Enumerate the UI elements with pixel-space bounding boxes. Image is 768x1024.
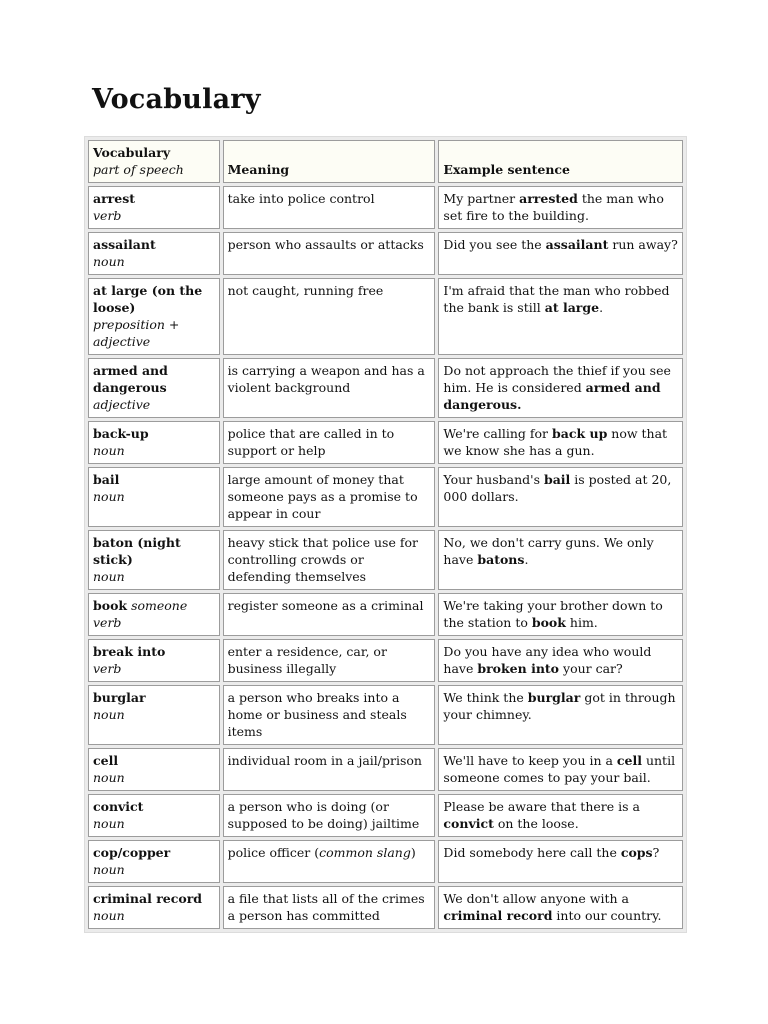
example-cell xyxy=(438,886,683,929)
part-of-speech: noun xyxy=(93,489,125,504)
example-cell xyxy=(438,639,683,682)
example-cell xyxy=(438,840,683,883)
table-row xyxy=(88,467,683,527)
example-cell xyxy=(438,186,683,229)
term-cell xyxy=(88,593,220,636)
meaning-cell xyxy=(223,232,436,275)
part-of-speech: noun xyxy=(93,254,125,269)
example-cell xyxy=(438,530,683,590)
part-of-speech: noun xyxy=(93,862,125,877)
example-text: run away? xyxy=(608,237,678,252)
term-cell xyxy=(88,421,220,464)
example-highlight: at large xyxy=(544,300,600,315)
example-highlight: back up xyxy=(552,426,608,441)
table-row xyxy=(88,232,683,275)
term: cop/copper xyxy=(93,845,171,860)
term-cell xyxy=(88,840,220,883)
part-of-speech: verb xyxy=(93,615,122,630)
table-row xyxy=(88,530,683,590)
part-of-speech: noun xyxy=(93,816,125,831)
example-highlight: criminal record xyxy=(443,908,553,923)
term: back-up xyxy=(93,426,149,441)
meaning-cell xyxy=(223,840,436,883)
table-row xyxy=(88,593,683,636)
example-text: him. xyxy=(565,615,598,630)
example-cell xyxy=(438,358,683,418)
example-text: into our country. xyxy=(552,908,662,923)
part-of-speech: adjective xyxy=(93,397,151,412)
table-row xyxy=(88,639,683,682)
part-of-speech: noun xyxy=(93,443,125,458)
example-cell xyxy=(438,748,683,791)
example-text: until someone comes to pay your bail. xyxy=(443,753,676,785)
example-text: your car? xyxy=(559,661,623,676)
meaning-emphasis: common slang xyxy=(319,845,411,860)
meaning-text: is carrying a weapon and has a violent background xyxy=(227,363,425,395)
meaning-text: police that are called in to support or help xyxy=(227,426,395,458)
term-cell xyxy=(88,186,220,229)
meaning-text: register someone as a criminal xyxy=(227,598,424,613)
table-row xyxy=(88,748,683,791)
table-row xyxy=(88,840,683,883)
meaning-text: take into police control xyxy=(227,191,375,206)
table-row xyxy=(88,278,683,355)
meaning-text: ) xyxy=(410,845,416,860)
example-cell xyxy=(438,794,683,837)
example-text: We think the xyxy=(443,690,528,705)
example-text: . xyxy=(599,300,604,315)
part-of-speech: verb xyxy=(93,208,122,223)
example-highlight: armed and dangerous. xyxy=(443,380,661,412)
example-text: We don't allow anyone with a xyxy=(443,891,629,906)
part-of-speech: verb xyxy=(93,661,122,676)
example-highlight: cell xyxy=(616,753,642,768)
example-text: Do not approach the thief if you see him. He is considered xyxy=(443,363,671,395)
table-row xyxy=(88,421,683,464)
term: convict xyxy=(93,799,144,814)
table-body xyxy=(88,186,683,929)
term: book xyxy=(93,598,128,613)
meaning-cell xyxy=(223,593,436,636)
part-of-speech: preposition + adjective xyxy=(93,317,180,349)
example-highlight: bail xyxy=(543,472,571,487)
term: criminal record xyxy=(93,891,203,906)
meaning-text: a person who is doing (or supposed to be doing) jailtime xyxy=(227,799,420,831)
example-cell xyxy=(438,593,683,636)
example-highlight: cops xyxy=(620,845,653,860)
meaning-cell xyxy=(223,467,436,527)
meaning-cell xyxy=(223,358,436,418)
term: burglar xyxy=(93,690,146,705)
meaning-cell xyxy=(223,421,436,464)
meaning-text: enter a residence, car, or business illegally xyxy=(227,644,387,676)
example-highlight: arrested xyxy=(519,191,578,206)
example-highlight: convict xyxy=(443,816,494,831)
example-highlight: book xyxy=(531,615,566,630)
table-header-row xyxy=(88,140,683,183)
term: at large (on the loose) xyxy=(93,283,203,315)
meaning-text: person who assaults or attacks xyxy=(227,237,424,252)
meaning-text: police officer ( xyxy=(227,845,320,860)
header-vocabulary xyxy=(88,140,220,183)
meaning-text: heavy stick that police use for controlling crowds or defending themselves xyxy=(227,535,418,584)
term-cell xyxy=(88,886,220,929)
term-cell xyxy=(88,748,220,791)
part-of-speech: noun xyxy=(93,770,125,785)
example-cell xyxy=(438,421,683,464)
example-cell xyxy=(438,232,683,275)
header-example xyxy=(438,140,683,183)
meaning-cell xyxy=(223,186,436,229)
term: cell xyxy=(93,753,119,768)
vocabulary-table xyxy=(84,136,687,933)
meaning-cell xyxy=(223,685,436,745)
part-of-speech: noun xyxy=(93,908,125,923)
example-text: Your husband's xyxy=(443,472,544,487)
example-text: got in through your chimney. xyxy=(443,690,676,722)
term: arrest xyxy=(93,191,136,206)
table-row xyxy=(88,685,683,745)
term-cell xyxy=(88,530,220,590)
example-text: My partner xyxy=(443,191,520,206)
example-cell xyxy=(438,278,683,355)
term-cell xyxy=(88,639,220,682)
example-text: Did somebody here call the xyxy=(443,845,621,860)
example-text: No, we don't carry guns. We only have xyxy=(443,535,654,567)
table-row xyxy=(88,794,683,837)
example-text: . xyxy=(524,552,529,567)
example-text: Did you see the xyxy=(443,237,546,252)
term: baton (night stick) xyxy=(93,535,181,567)
meaning-cell xyxy=(223,794,436,837)
example-text: ? xyxy=(652,845,660,860)
meaning-cell xyxy=(223,639,436,682)
term-cell xyxy=(88,467,220,527)
table-row xyxy=(88,358,683,418)
example-highlight: burglar xyxy=(527,690,581,705)
page-title: Vocabulary xyxy=(92,84,261,115)
header-vocab-label: Vocabulary xyxy=(93,145,171,160)
term: assailant xyxy=(93,237,156,252)
example-text: We're taking your brother down to the station to xyxy=(443,598,663,630)
header-pos-label: part of speech xyxy=(93,162,184,177)
term-cell xyxy=(88,232,220,275)
meaning-text: a person who breaks into a home or business and steals items xyxy=(227,690,407,739)
example-highlight: assailant xyxy=(545,237,609,252)
example-text: on the loose. xyxy=(493,816,579,831)
term-cell xyxy=(88,278,220,355)
example-cell xyxy=(438,685,683,745)
example-text: is posted at 20, 000 dollars. xyxy=(443,472,672,504)
table-row xyxy=(88,186,683,229)
example-cell xyxy=(438,467,683,527)
term-cell xyxy=(88,358,220,418)
example-text: We'll have to keep you in a xyxy=(443,753,617,768)
header-example-label: Example sentence xyxy=(443,162,570,177)
meaning-cell xyxy=(223,278,436,355)
term: bail xyxy=(93,472,120,487)
meaning-text: large amount of money that someone pays as a promise to appear in cour xyxy=(227,472,418,521)
example-highlight: broken into xyxy=(477,661,560,676)
example-text: I'm afraid that the man who robbed the bank is still xyxy=(443,283,670,315)
term-extra: someone xyxy=(131,598,188,613)
term: break into xyxy=(93,644,166,659)
meaning-cell xyxy=(223,748,436,791)
meaning-text: individual room in a jail/prison xyxy=(227,753,422,768)
term: armed and dangerous xyxy=(93,363,168,395)
header-meaning xyxy=(223,140,436,183)
example-text: Do you have any idea who would have xyxy=(443,644,652,676)
example-text: the man who set fire to the building. xyxy=(443,191,664,223)
part-of-speech: noun xyxy=(93,569,125,584)
example-text: now that we know she has a gun. xyxy=(443,426,668,458)
meaning-cell xyxy=(223,530,436,590)
term-cell xyxy=(88,685,220,745)
table-row xyxy=(88,886,683,929)
meaning-cell xyxy=(223,886,436,929)
example-text: We're calling for xyxy=(443,426,553,441)
part-of-speech: noun xyxy=(93,707,125,722)
term-cell xyxy=(88,794,220,837)
example-text: Please be aware that there is a xyxy=(443,799,640,814)
header-meaning-label: Meaning xyxy=(227,162,290,177)
meaning-text: not caught, running free xyxy=(227,283,384,298)
meaning-text: a file that lists all of the crimes a person has committed xyxy=(227,891,425,923)
example-highlight: batons xyxy=(477,552,525,567)
